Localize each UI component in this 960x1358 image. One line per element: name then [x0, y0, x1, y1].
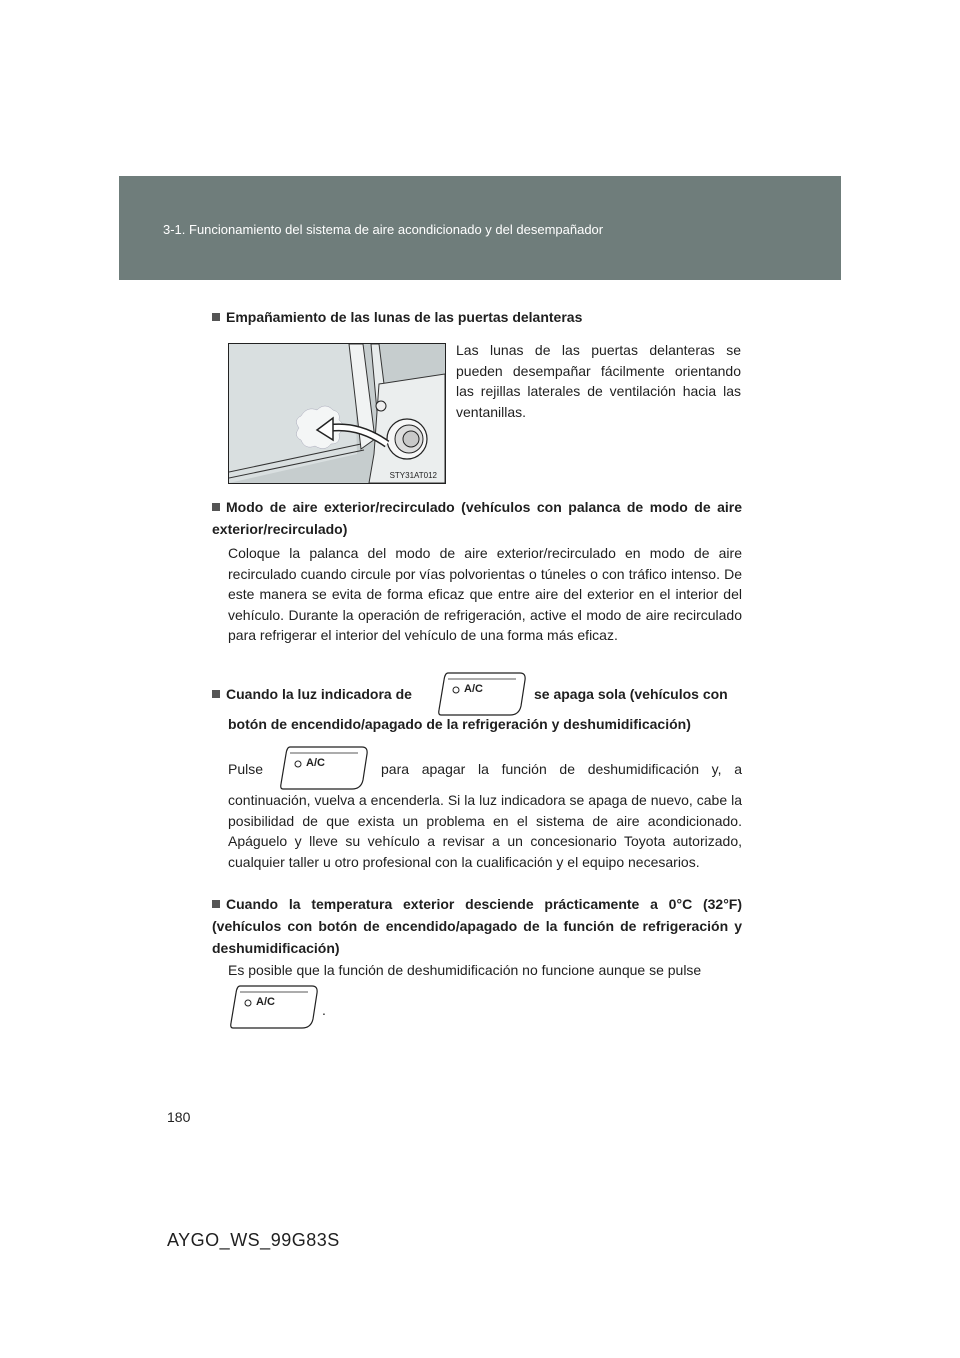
ac-label: A/C: [464, 683, 483, 695]
recirc-body: Coloque la palanca del modo de aire exterior/recirculado en modo de aire recirculado cuando circule por vías polvorientas o túneles o con tráfico intenso. De este manera se evita de forma eficaz que entre aire del exterior en el interior del vehículo. Durante la operación de refrigeración, active el modo de aire recirculado para refrigerar el interior del vehículo de una forma más eficaz.: [228, 545, 742, 643]
section-heading-fogging: [212, 306, 742, 328]
document-code: AYGO_WS_99G83S: [167, 1230, 340, 1250]
ac-label: A/C: [306, 757, 325, 769]
section-heading-text: Modo de aire exterior/recirculado (vehículos con palanca de modo de aire exterior/recirculado): [212, 499, 742, 537]
section-heading-indicator-line2: botón de encendido/apagado de la refrigeración y deshumidificación): [228, 716, 691, 732]
section-heading-temperature: [212, 893, 742, 959]
ac-button-icon: [436, 670, 528, 718]
bullet-square-icon: [212, 690, 220, 698]
chapter-title: 3-1. Funcionamiento del sistema de aire acondicionado y del desempañador: [163, 222, 604, 237]
section-heading-text: Cuando la luz indicadora de: [226, 686, 412, 702]
fogging-body: Las lunas de las puertas delanteras se pueden desempañar fácilmente orientando las rejillas laterales de ventilación hacia las ventanillas.: [456, 342, 741, 420]
indicator-body: continuación, vuelva a encenderla. Si la luz indicadora se apaga de nuevo, cabe la posibilidad de que exista un problema en el sistema de aire acondicionado. Apáguelo y lleve su vehículo a revisar a un concesionario Toyota autorizado, cualquier taller u otro profesional con la cualificación y el equipo necesarios.: [228, 792, 742, 870]
section-heading-indicator: [212, 683, 412, 705]
bullet-square-icon: [212, 313, 220, 321]
ac-button-icon: [278, 744, 370, 792]
section-heading-recirc: [212, 496, 742, 540]
bullet-square-icon: [212, 503, 220, 511]
temperature-body: Es posible que la función de deshumidificación no funcione aunque se pulse: [228, 962, 702, 978]
section-heading-text: Empañamiento de las lunas de las puertas delanteras: [226, 309, 583, 325]
section-heading-indicator-cont: se apaga sola (vehículos con: [534, 686, 728, 702]
side-vent-drawing: [229, 344, 445, 483]
section-heading-text: Cuando la temperatura exterior desciende prácticamente a 0°C (32°F) (vehículos con botón de encendido/apagado de la función de refrigeración y deshumidificación): [212, 896, 742, 956]
ac-button-icon: [228, 983, 320, 1031]
figure-code: STY31AT012: [389, 471, 437, 480]
temperature-body-end: .: [322, 1002, 326, 1018]
bullet-square-icon: [212, 900, 220, 908]
indicator-body-first-line: para apagar la función de deshumidificación y, a: [381, 761, 742, 777]
side-vent-illustration: [228, 343, 446, 484]
ac-label: A/C: [256, 996, 275, 1008]
page-number: 180: [167, 1109, 191, 1125]
indicator-body-pulse: Pulse: [228, 761, 264, 777]
